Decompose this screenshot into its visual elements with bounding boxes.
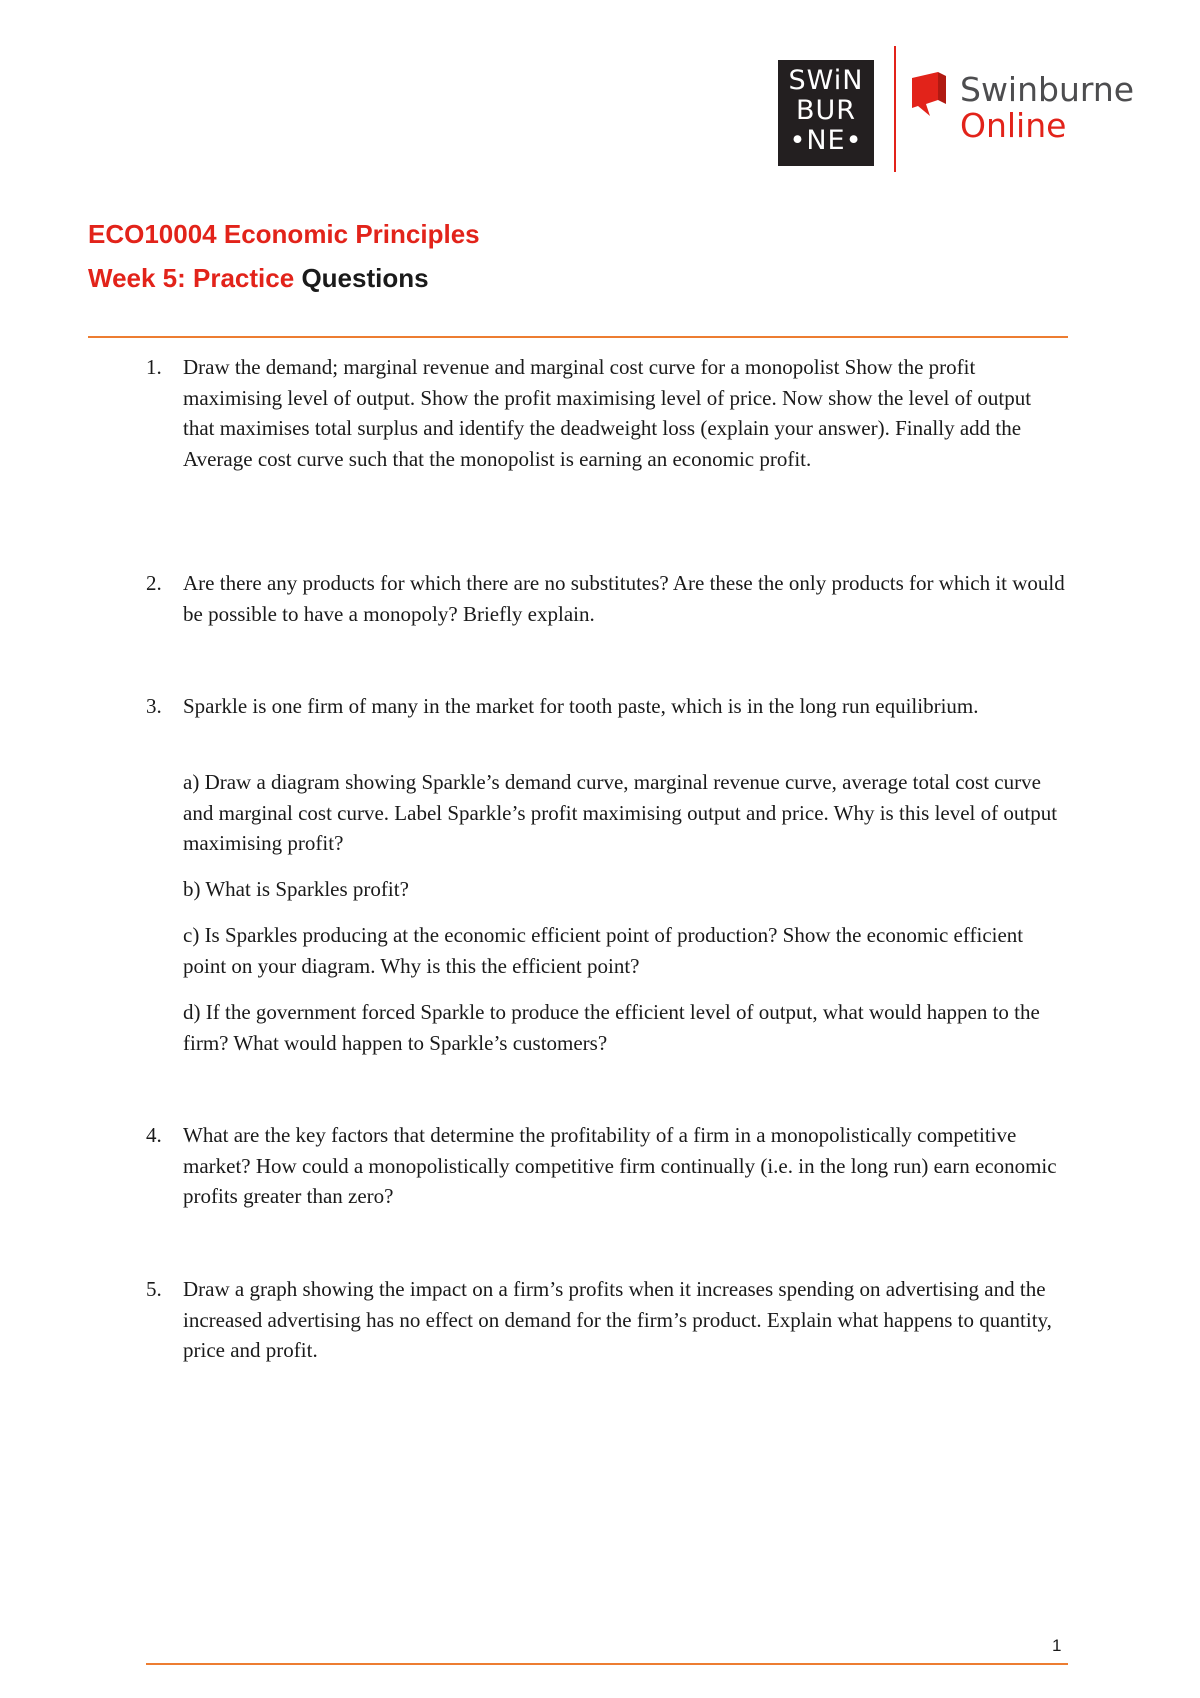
subtitle-week: Week 5: Practice [88,263,295,293]
question-1 [146,352,1066,474]
question-text: Draw the demand; marginal revenue and marginal cost curve for a monopolist Show the profit maximising level of output. Show the profit maximising level of price. Now show the level of output that maximises total surplus and identify the deadweight loss (explain your answer). Finally add the Average cost curve such that the monopolist is earning an economic profit. [183,355,1032,471]
question-5 [146,1274,1066,1366]
question-text: What are the key factors that determine the profitability of a firm in a monopolistically competitive market? How could a monopolistically competitive firm continually (i.e. in the long run) earn economic profits greater than zero? [183,1123,1057,1208]
question-3 [146,691,1066,722]
logo-wordmark [960,72,1134,144]
question-3-part-a: a) Draw a diagram showing Sparkle’s demand curve, marginal revenue curve, average total cost curve and marginal cost curve. Label Sparkle’s profit maximising output and price. Why is this level of output maximising profit? [183,770,1058,855]
logo-box-line-2: BUR [795,95,857,126]
question-number: 5. [146,1277,162,1301]
logo-word-swinburne: Swinburne [960,70,1135,109]
logo-word-online: Online [960,106,1067,145]
footer-rule [146,1663,1068,1665]
page-subtitle [88,263,429,294]
header-rule [88,336,1068,338]
question-3-part-c: c) Is Sparkles producing at the economic efficient point of production? Show the economic efficient point on your diagram. Why is this the efficient point? [183,923,1024,978]
logo-divider [894,46,896,172]
question-3-part-b: b) What is Sparkles profit? [183,877,409,901]
subtitle-questions: Questions [301,263,429,293]
question-text: Are there any products for which there are no substitutes? Are these the only products for which it would be possible to have a monopoly? Briefly explain. [183,571,1065,626]
logo-box-line-1: SWiN [788,65,864,96]
question-4 [146,1120,1066,1212]
question-text: Sparkle is one firm of many in the market for tooth paste, which is in the long run equilibrium. [183,694,979,718]
logo-box-line-3: •NE• [789,125,863,156]
question-3-part-d: d) If the government forced Sparkle to produce the efficient level of output, what would happen to the firm? What would happen to Sparkle’s customers? [183,1000,1040,1055]
question-text: Draw a graph showing the impact on a firm’s profits when it increases spending on advertising and the increased advertising has no effect on demand for the firm’s product. Explain what happens to quantity, price and profit. [183,1277,1052,1362]
swinburne-crest-logo [778,60,874,166]
question-number: 3. [146,694,162,718]
question-number: 2. [146,571,162,595]
speech-bubble-icon [908,70,950,120]
question-2 [146,568,1066,629]
page-title: ECO10004 Economic Principles [88,219,480,249]
swinburne-online-logo [778,46,1158,172]
question-number: 1. [146,355,162,379]
question-number: 4. [146,1123,162,1147]
page-number: 1 [1052,1636,1062,1655]
